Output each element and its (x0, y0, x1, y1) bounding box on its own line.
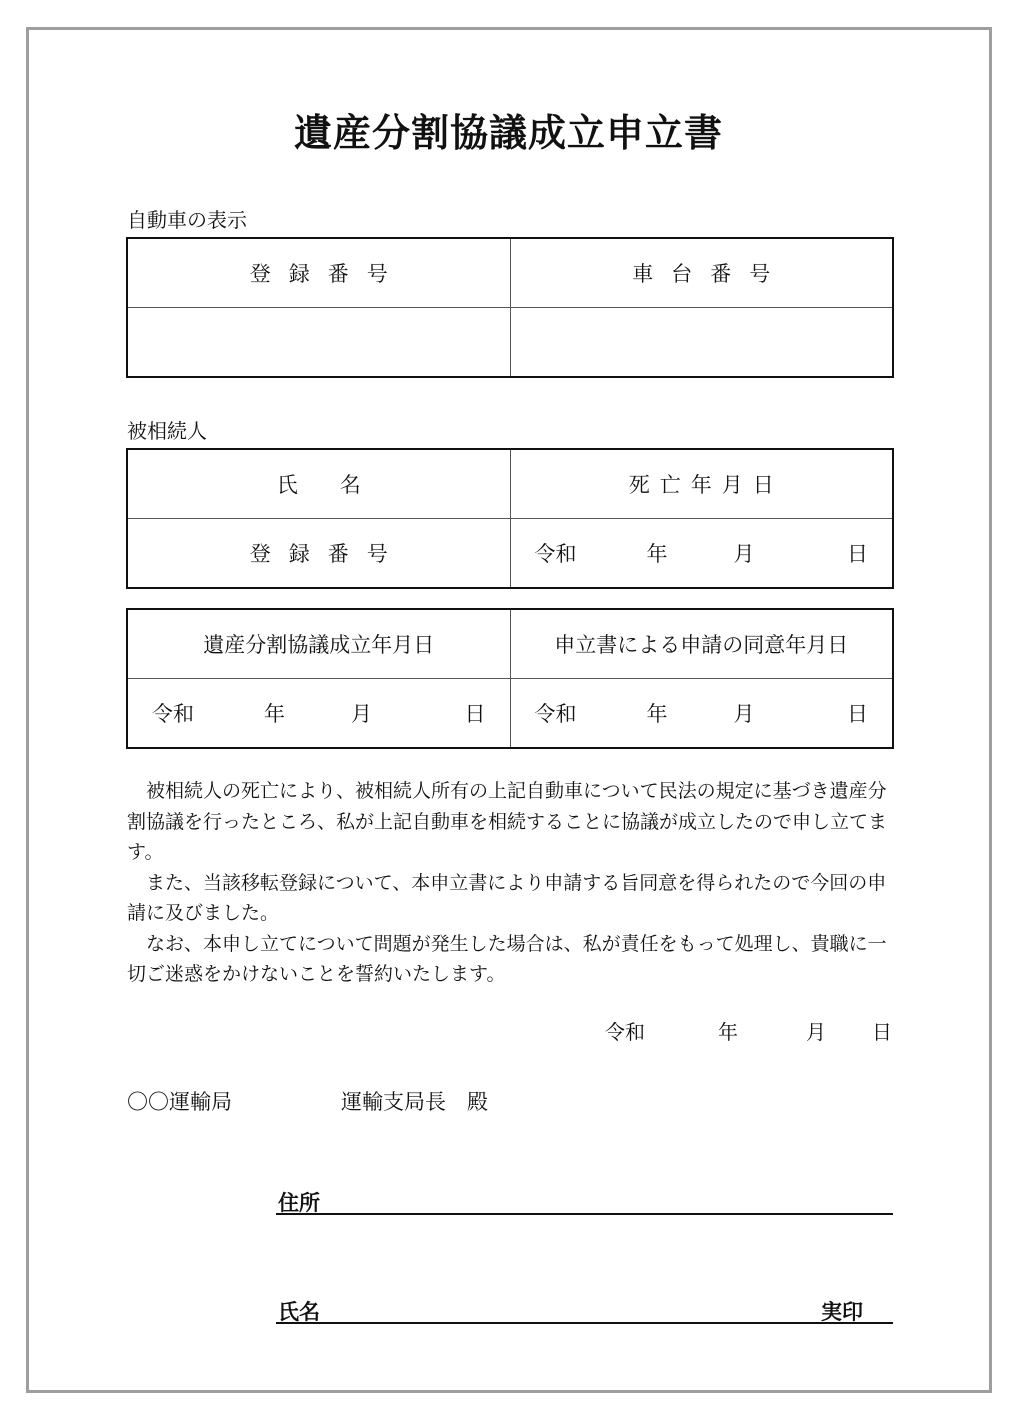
registration-number-header: 登録番号 (127, 238, 510, 308)
date-era: 令和 (534, 702, 577, 726)
date-year-label: 年 (264, 702, 285, 726)
address-label: 住所 (278, 1190, 320, 1215)
document-title: 遺産分割協議成立申立書 (293, 110, 723, 155)
date-day-label: 日 (847, 542, 868, 566)
death-date-header: 死亡年月日 (510, 449, 893, 519)
branch-chief-title: 運輸支局長 殿 (341, 1090, 488, 1114)
sign-date-year: 年 (718, 1020, 738, 1044)
statement-paragraph-1: 被相続人の死亡により、被相続人所有の上記自動車について民法の規定に基づき遺産分割協議を行ったところ、私が上記自動車を相続することに協議が成立したので申し立てます。 (127, 780, 888, 863)
chassis-number-header: 車台番号 (510, 238, 893, 308)
statement-text (127, 776, 897, 990)
statement-paragraph-3: なお、本申し立てについて問題が発生した場合は、私が責任をもって処理し、貴職に一切ご迷惑をかけないことを誓約いたします。 (127, 932, 887, 985)
date-day-label: 日 (464, 702, 486, 726)
date-year-label: 年 (646, 702, 668, 726)
date-month-label: 月 (733, 542, 755, 566)
transport-bureau-name: 〇〇運輸局 (127, 1090, 232, 1114)
agreement-established-date-field[interactable] (127, 679, 510, 749)
sign-date-day: 日 (872, 1020, 892, 1044)
applicant-name-label: 氏名 (278, 1299, 320, 1324)
decedent-name-header: 氏 名 (127, 449, 510, 519)
statement-paragraph-2: また、当該移転登録について、本申立書により申請する旨同意を得られたので今回の申請に及びました。 (127, 871, 887, 924)
decedent-section-label: 被相続人 (127, 419, 207, 443)
date-era: 令和 (152, 702, 194, 726)
date-day-label: 日 (847, 702, 868, 726)
registered-seal-label: 実印 (821, 1299, 863, 1324)
agreement-table (126, 608, 894, 749)
vehicle-section-label: 自動車の表示 (127, 208, 247, 232)
sign-date-month: 月 (806, 1020, 826, 1044)
address-field[interactable] (276, 1213, 893, 1215)
date-month-label: 月 (733, 702, 755, 726)
applicant-name-field[interactable] (276, 1322, 893, 1324)
registration-number-field[interactable] (127, 308, 510, 378)
date-month-label: 月 (351, 702, 372, 726)
decedent-table (126, 448, 894, 589)
decedent-registration-label: 登録番号 (127, 519, 510, 589)
sign-date-era: 令和 (605, 1020, 645, 1044)
chassis-number-field[interactable] (510, 308, 893, 378)
consent-date-field[interactable] (510, 679, 893, 749)
vehicle-table (126, 237, 894, 378)
agreement-established-date-header: 遺産分割協議成立年月日 (127, 609, 510, 679)
death-date-field[interactable] (510, 519, 893, 589)
date-year-label: 年 (646, 542, 668, 566)
consent-date-header: 申立書による申請の同意年月日 (510, 609, 893, 679)
date-era: 令和 (534, 542, 577, 566)
